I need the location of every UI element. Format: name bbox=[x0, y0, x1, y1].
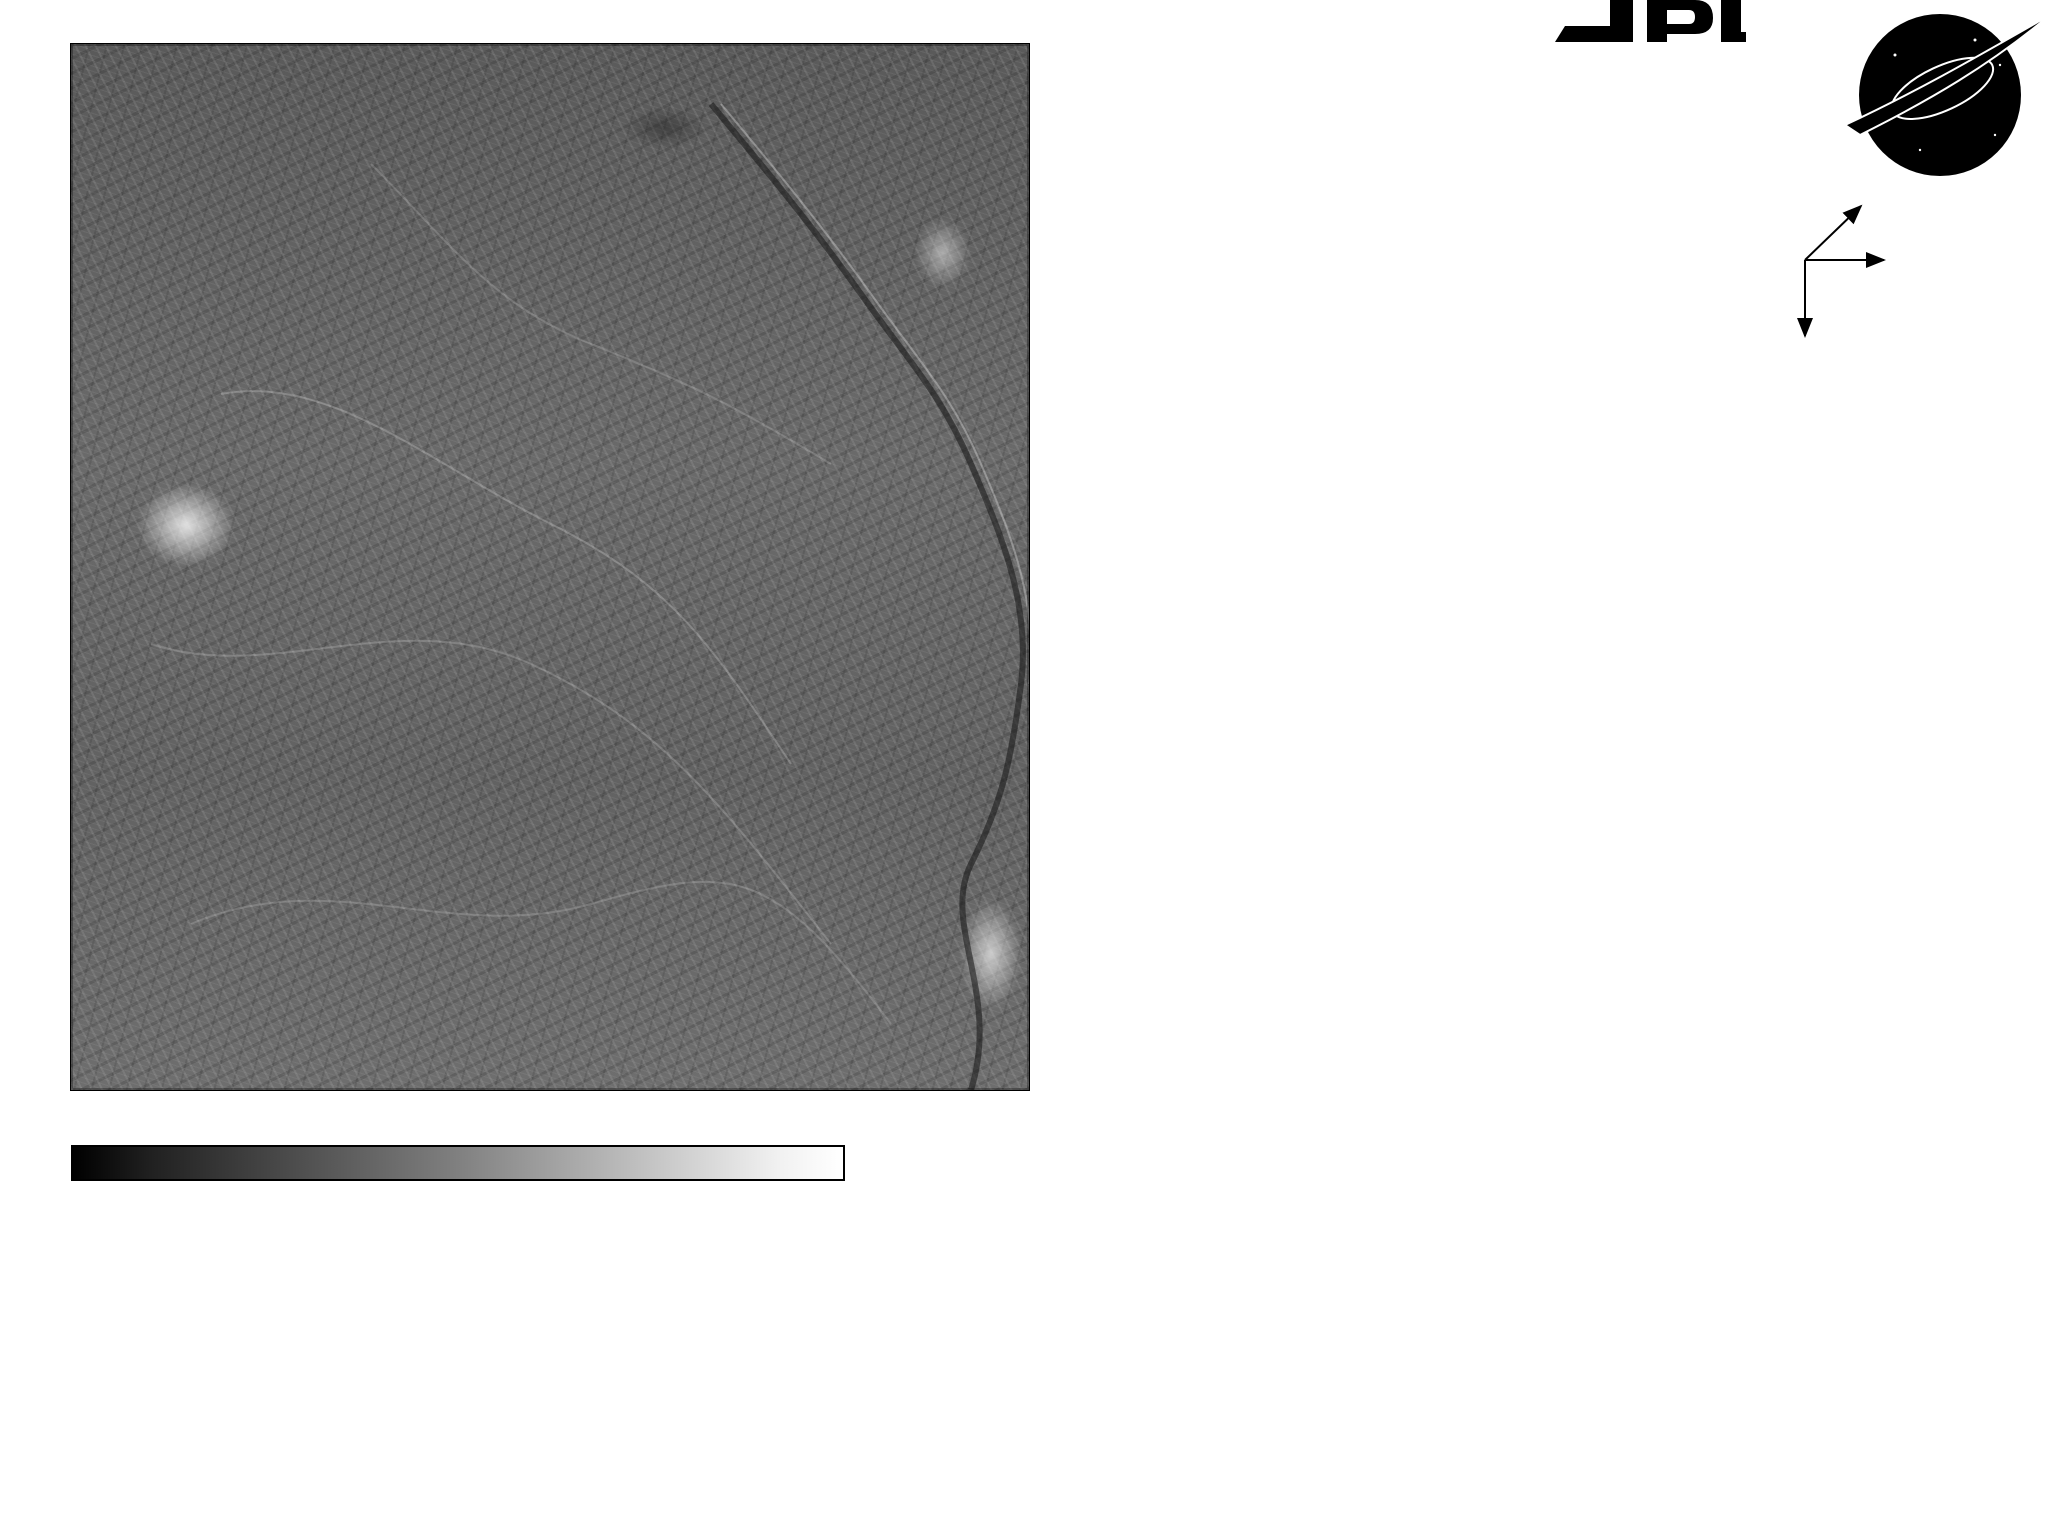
river-bank bbox=[721, 104, 1029, 684]
orientation-compass bbox=[1755, 196, 2045, 386]
logos bbox=[1555, 0, 2048, 180]
river bbox=[711, 104, 1023, 1090]
grayscale-bar bbox=[71, 1145, 845, 1181]
drainage bbox=[221, 391, 791, 764]
sar-image bbox=[71, 44, 1029, 1090]
drainage bbox=[371, 164, 831, 464]
sar-terrain-overlay bbox=[71, 44, 1029, 1090]
drainage bbox=[151, 641, 831, 944]
nasa-logo bbox=[1845, 14, 2048, 176]
jpl-logo bbox=[1555, 0, 1746, 42]
drainage bbox=[191, 882, 891, 1024]
north-arrow bbox=[1805, 206, 1861, 260]
